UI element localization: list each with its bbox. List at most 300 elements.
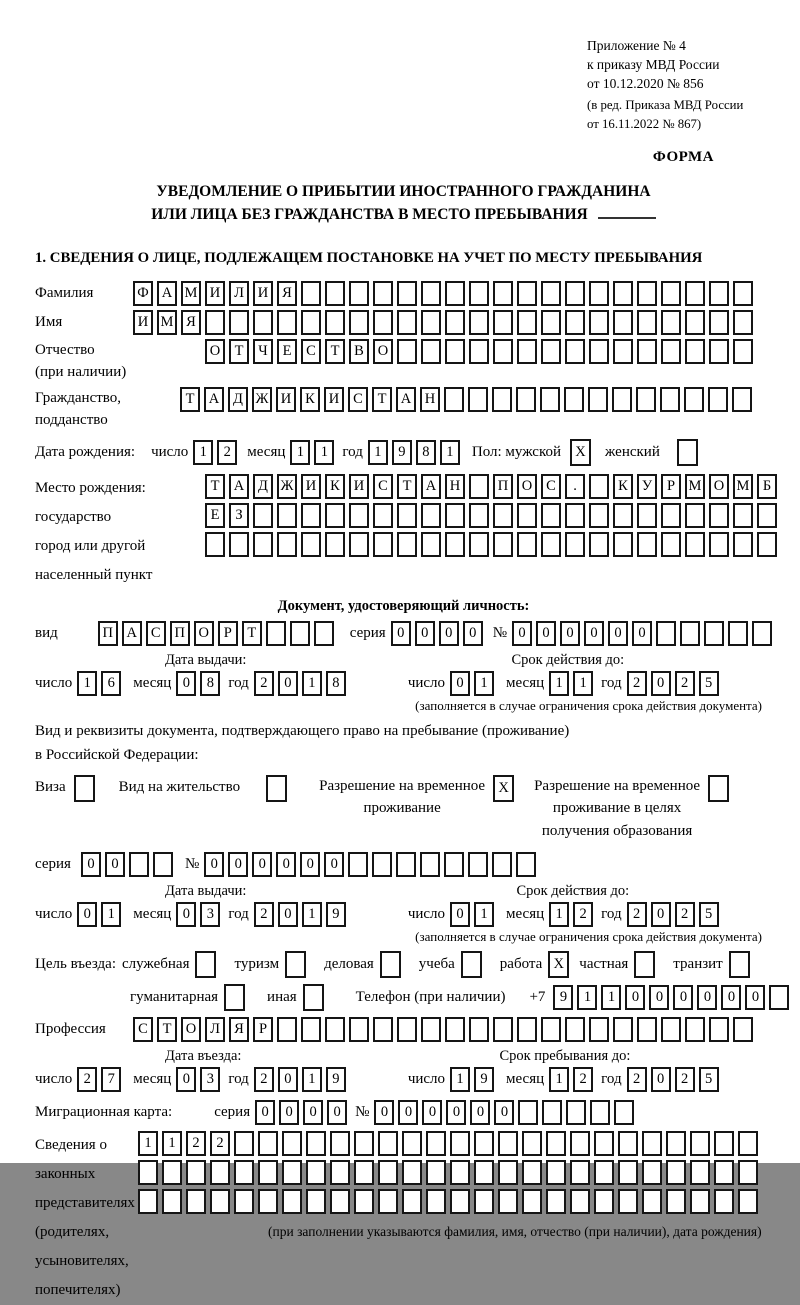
char-cell[interactable]: 2 [186, 1131, 206, 1156]
char-cell[interactable]: 0 [176, 671, 196, 696]
char-cell[interactable] [660, 387, 680, 412]
char-cell[interactable] [349, 281, 369, 306]
char-cell[interactable] [709, 503, 729, 528]
char-cell[interactable] [330, 1131, 350, 1156]
char-cell[interactable] [594, 1131, 614, 1156]
char-cell[interactable] [426, 1160, 446, 1185]
char-cell[interactable]: 0 [697, 985, 717, 1010]
char-cell[interactable]: Н [445, 474, 465, 499]
char-cell[interactable] [613, 532, 633, 557]
char-cell[interactable] [325, 1017, 345, 1042]
char-cell[interactable]: 1 [577, 985, 597, 1010]
char-cell[interactable]: С [146, 621, 166, 646]
char-cell[interactable]: 1 [450, 1067, 470, 1092]
char-cell[interactable]: Т [325, 339, 345, 364]
char-cell[interactable]: 0 [278, 1067, 298, 1092]
char-cell[interactable]: Ж [277, 474, 297, 499]
char-cell[interactable] [282, 1160, 302, 1185]
char-cell[interactable]: Р [253, 1017, 273, 1042]
char-cell[interactable] [354, 1189, 374, 1214]
char-cell[interactable] [450, 1160, 470, 1185]
char-cell[interactable]: 0 [450, 902, 470, 927]
char-cell[interactable]: М [181, 281, 201, 306]
char-cell[interactable] [733, 532, 753, 557]
char-cell[interactable] [565, 281, 585, 306]
char-cell[interactable] [445, 339, 465, 364]
char-cell[interactable]: 0 [651, 902, 671, 927]
char-cell[interactable] [637, 1017, 657, 1042]
char-cell[interactable]: 9 [326, 1067, 346, 1092]
char-cell[interactable] [589, 339, 609, 364]
char-cell[interactable] [325, 281, 345, 306]
char-cell[interactable]: У [637, 474, 657, 499]
char-cell[interactable] [354, 1160, 374, 1185]
char-cell[interactable] [282, 1189, 302, 1214]
char-cell[interactable]: 0 [327, 1100, 347, 1125]
char-cell[interactable] [661, 339, 681, 364]
char-cell[interactable]: 0 [439, 621, 459, 646]
char-cell[interactable] [229, 310, 249, 335]
char-cell[interactable] [709, 310, 729, 335]
char-cell[interactable]: 1 [138, 1131, 158, 1156]
char-cell[interactable] [714, 1131, 734, 1156]
char-cell[interactable]: 3 [200, 1067, 220, 1092]
char-cell[interactable] [738, 1189, 758, 1214]
char-cell[interactable] [349, 532, 369, 557]
char-cell[interactable]: Я [277, 281, 297, 306]
char-cell[interactable]: И [349, 474, 369, 499]
char-cell[interactable]: 2 [627, 902, 647, 927]
char-cell[interactable]: Т [397, 474, 417, 499]
char-cell[interactable] [445, 1017, 465, 1042]
char-cell[interactable] [397, 310, 417, 335]
char-cell[interactable]: 8 [326, 671, 346, 696]
char-cell[interactable] [613, 281, 633, 306]
char-cell[interactable] [589, 310, 609, 335]
char-cell[interactable] [378, 1160, 398, 1185]
char-cell[interactable] [277, 1017, 297, 1042]
char-cell[interactable] [378, 1189, 398, 1214]
char-cell[interactable] [570, 1189, 590, 1214]
char-cell[interactable] [373, 503, 393, 528]
char-cell[interactable] [162, 1189, 182, 1214]
char-cell[interactable] [306, 1189, 326, 1214]
char-cell[interactable] [224, 984, 245, 1011]
char-cell[interactable]: 1 [368, 440, 388, 465]
char-cell[interactable]: 0 [391, 621, 411, 646]
char-cell[interactable] [589, 281, 609, 306]
char-cell[interactable]: 9 [326, 902, 346, 927]
char-cell[interactable]: Л [229, 281, 249, 306]
char-cell[interactable] [349, 503, 369, 528]
char-cell[interactable] [330, 1160, 350, 1185]
char-cell[interactable]: Д [228, 387, 248, 412]
char-cell[interactable] [205, 532, 225, 557]
char-cell[interactable] [469, 503, 489, 528]
char-cell[interactable]: Е [205, 503, 225, 528]
char-cell[interactable]: О [181, 1017, 201, 1042]
char-cell[interactable]: 0 [632, 621, 652, 646]
char-cell[interactable] [306, 1131, 326, 1156]
char-cell[interactable]: А [396, 387, 416, 412]
char-cell[interactable] [205, 310, 225, 335]
char-cell[interactable]: X [570, 439, 591, 466]
char-cell[interactable]: 1 [101, 902, 121, 927]
char-cell[interactable] [714, 1189, 734, 1214]
char-cell[interactable]: 1 [601, 985, 621, 1010]
char-cell[interactable] [426, 1131, 446, 1156]
char-cell[interactable] [138, 1189, 158, 1214]
char-cell[interactable] [445, 310, 465, 335]
char-cell[interactable] [195, 951, 216, 978]
char-cell[interactable] [709, 339, 729, 364]
char-cell[interactable] [540, 387, 560, 412]
char-cell[interactable] [565, 339, 585, 364]
char-cell[interactable]: Н [420, 387, 440, 412]
char-cell[interactable] [517, 503, 537, 528]
char-cell[interactable]: И [253, 281, 273, 306]
char-cell[interactable] [522, 1131, 542, 1156]
char-cell[interactable]: 2 [254, 902, 274, 927]
char-cell[interactable] [74, 775, 95, 802]
char-cell[interactable] [685, 1017, 705, 1042]
char-cell[interactable] [518, 1100, 538, 1125]
char-cell[interactable] [402, 1131, 422, 1156]
char-cell[interactable] [492, 387, 512, 412]
char-cell[interactable]: Т [229, 339, 249, 364]
char-cell[interactable] [589, 474, 609, 499]
char-cell[interactable] [666, 1131, 686, 1156]
char-cell[interactable] [301, 310, 321, 335]
char-cell[interactable]: 8 [416, 440, 436, 465]
char-cell[interactable]: 2 [217, 440, 237, 465]
char-cell[interactable] [733, 281, 753, 306]
char-cell[interactable]: 0 [584, 621, 604, 646]
char-cell[interactable]: 1 [440, 440, 460, 465]
char-cell[interactable] [468, 387, 488, 412]
char-cell[interactable]: 0 [721, 985, 741, 1010]
char-cell[interactable]: 0 [252, 852, 272, 877]
char-cell[interactable]: 0 [324, 852, 344, 877]
char-cell[interactable] [378, 1131, 398, 1156]
char-cell[interactable] [277, 503, 297, 528]
char-cell[interactable]: А [421, 474, 441, 499]
char-cell[interactable]: 1 [193, 440, 213, 465]
char-cell[interactable] [285, 951, 306, 978]
char-cell[interactable]: Т [180, 387, 200, 412]
char-cell[interactable] [234, 1131, 254, 1156]
char-cell[interactable]: 3 [200, 902, 220, 927]
char-cell[interactable]: 0 [649, 985, 669, 1010]
char-cell[interactable]: П [170, 621, 190, 646]
char-cell[interactable]: 0 [276, 852, 296, 877]
char-cell[interactable] [618, 1189, 638, 1214]
char-cell[interactable] [522, 1189, 542, 1214]
char-cell[interactable] [542, 1100, 562, 1125]
char-cell[interactable] [301, 281, 321, 306]
char-cell[interactable]: 2 [573, 902, 593, 927]
char-cell[interactable] [541, 1017, 561, 1042]
char-cell[interactable]: 1 [314, 440, 334, 465]
char-cell[interactable] [402, 1189, 422, 1214]
char-cell[interactable] [714, 1160, 734, 1185]
char-cell[interactable] [153, 852, 173, 877]
char-cell[interactable]: 0 [176, 1067, 196, 1092]
char-cell[interactable] [397, 1017, 417, 1042]
char-cell[interactable]: О [373, 339, 393, 364]
char-cell[interactable]: 0 [560, 621, 580, 646]
char-cell[interactable] [636, 387, 656, 412]
char-cell[interactable] [728, 621, 748, 646]
char-cell[interactable] [234, 1189, 254, 1214]
char-cell[interactable] [666, 1189, 686, 1214]
char-cell[interactable] [517, 339, 537, 364]
char-cell[interactable]: М [685, 474, 705, 499]
char-cell[interactable] [445, 281, 465, 306]
char-cell[interactable] [474, 1160, 494, 1185]
char-cell[interactable] [397, 339, 417, 364]
char-cell[interactable] [258, 1131, 278, 1156]
char-cell[interactable] [589, 503, 609, 528]
char-cell[interactable] [210, 1189, 230, 1214]
char-cell[interactable] [685, 339, 705, 364]
char-cell[interactable]: 0 [279, 1100, 299, 1125]
char-cell[interactable] [373, 310, 393, 335]
char-cell[interactable]: 1 [302, 671, 322, 696]
char-cell[interactable] [469, 281, 489, 306]
char-cell[interactable] [517, 532, 537, 557]
char-cell[interactable] [661, 532, 681, 557]
char-cell[interactable] [685, 503, 705, 528]
char-cell[interactable] [565, 503, 585, 528]
char-cell[interactable] [709, 532, 729, 557]
char-cell[interactable] [266, 621, 286, 646]
char-cell[interactable] [570, 1131, 590, 1156]
char-cell[interactable]: 2 [573, 1067, 593, 1092]
char-cell[interactable]: К [325, 474, 345, 499]
char-cell[interactable] [421, 281, 441, 306]
char-cell[interactable]: 0 [176, 902, 196, 927]
char-cell[interactable] [354, 1131, 374, 1156]
char-cell[interactable]: 1 [549, 902, 569, 927]
char-cell[interactable] [733, 1017, 753, 1042]
char-cell[interactable] [590, 1100, 610, 1125]
char-cell[interactable] [380, 951, 401, 978]
char-cell[interactable]: 0 [81, 852, 101, 877]
char-cell[interactable] [613, 503, 633, 528]
char-cell[interactable] [266, 775, 287, 802]
char-cell[interactable]: 0 [415, 621, 435, 646]
char-cell[interactable] [253, 310, 273, 335]
char-cell[interactable] [498, 1189, 518, 1214]
char-cell[interactable] [690, 1131, 710, 1156]
char-cell[interactable] [738, 1160, 758, 1185]
char-cell[interactable]: К [300, 387, 320, 412]
char-cell[interactable] [349, 1017, 369, 1042]
char-cell[interactable] [666, 1160, 686, 1185]
char-cell[interactable]: X [493, 775, 514, 802]
char-cell[interactable]: 0 [303, 1100, 323, 1125]
char-cell[interactable]: Е [277, 339, 297, 364]
char-cell[interactable] [709, 1017, 729, 1042]
char-cell[interactable] [469, 532, 489, 557]
char-cell[interactable] [564, 387, 584, 412]
char-cell[interactable] [421, 503, 441, 528]
char-cell[interactable] [733, 310, 753, 335]
char-cell[interactable]: 9 [392, 440, 412, 465]
char-cell[interactable] [492, 852, 512, 877]
char-cell[interactable] [757, 503, 777, 528]
char-cell[interactable] [397, 503, 417, 528]
char-cell[interactable] [493, 1017, 513, 1042]
char-cell[interactable] [282, 1131, 302, 1156]
char-cell[interactable] [303, 984, 324, 1011]
char-cell[interactable]: 0 [463, 621, 483, 646]
char-cell[interactable]: С [348, 387, 368, 412]
char-cell[interactable]: К [613, 474, 633, 499]
char-cell[interactable] [570, 1160, 590, 1185]
char-cell[interactable] [258, 1189, 278, 1214]
char-cell[interactable]: М [733, 474, 753, 499]
char-cell[interactable]: 1 [549, 671, 569, 696]
char-cell[interactable] [708, 775, 729, 802]
char-cell[interactable] [757, 532, 777, 557]
char-cell[interactable] [397, 281, 417, 306]
char-cell[interactable]: 0 [204, 852, 224, 877]
char-cell[interactable] [469, 339, 489, 364]
char-cell[interactable]: 0 [625, 985, 645, 1010]
char-cell[interactable] [373, 281, 393, 306]
char-cell[interactable] [253, 532, 273, 557]
char-cell[interactable] [541, 503, 561, 528]
char-cell[interactable] [373, 1017, 393, 1042]
char-cell[interactable] [325, 310, 345, 335]
char-cell[interactable] [421, 1017, 441, 1042]
char-cell[interactable] [589, 1017, 609, 1042]
char-cell[interactable]: Я [229, 1017, 249, 1042]
char-cell[interactable]: 0 [278, 671, 298, 696]
char-cell[interactable] [541, 281, 561, 306]
char-cell[interactable] [450, 1189, 470, 1214]
char-cell[interactable] [613, 339, 633, 364]
char-cell[interactable] [129, 852, 149, 877]
char-cell[interactable] [493, 281, 513, 306]
char-cell[interactable]: 9 [474, 1067, 494, 1092]
char-cell[interactable] [138, 1160, 158, 1185]
char-cell[interactable] [402, 1160, 422, 1185]
char-cell[interactable]: 0 [651, 671, 671, 696]
char-cell[interactable]: 0 [422, 1100, 442, 1125]
char-cell[interactable] [690, 1160, 710, 1185]
char-cell[interactable] [498, 1131, 518, 1156]
char-cell[interactable]: 0 [398, 1100, 418, 1125]
char-cell[interactable] [325, 503, 345, 528]
char-cell[interactable] [637, 310, 657, 335]
char-cell[interactable] [186, 1160, 206, 1185]
char-cell[interactable]: 1 [77, 671, 97, 696]
char-cell[interactable]: О [194, 621, 214, 646]
char-cell[interactable] [301, 1017, 321, 1042]
char-cell[interactable] [469, 1017, 489, 1042]
char-cell[interactable] [546, 1189, 566, 1214]
char-cell[interactable] [444, 852, 464, 877]
char-cell[interactable] [685, 281, 705, 306]
char-cell[interactable] [421, 532, 441, 557]
char-cell[interactable]: О [205, 339, 225, 364]
char-cell[interactable]: Д [253, 474, 273, 499]
char-cell[interactable] [517, 1017, 537, 1042]
char-cell[interactable]: 2 [254, 671, 274, 696]
char-cell[interactable] [373, 532, 393, 557]
char-cell[interactable] [733, 339, 753, 364]
char-cell[interactable]: 0 [494, 1100, 514, 1125]
char-cell[interactable] [661, 1017, 681, 1042]
char-cell[interactable]: 8 [200, 671, 220, 696]
char-cell[interactable]: Т [242, 621, 262, 646]
char-cell[interactable] [306, 1160, 326, 1185]
char-cell[interactable]: Л [205, 1017, 225, 1042]
char-cell[interactable] [613, 1017, 633, 1042]
char-cell[interactable] [162, 1160, 182, 1185]
char-cell[interactable] [708, 387, 728, 412]
char-cell[interactable]: 5 [699, 671, 719, 696]
char-cell[interactable] [565, 1017, 585, 1042]
char-cell[interactable] [493, 532, 513, 557]
char-cell[interactable] [618, 1131, 638, 1156]
char-cell[interactable] [277, 310, 297, 335]
char-cell[interactable] [565, 532, 585, 557]
char-cell[interactable] [656, 621, 676, 646]
char-cell[interactable]: И [205, 281, 225, 306]
char-cell[interactable]: 1 [290, 440, 310, 465]
char-cell[interactable] [421, 310, 441, 335]
char-cell[interactable] [614, 1100, 634, 1125]
char-cell[interactable] [769, 985, 789, 1010]
char-cell[interactable] [594, 1189, 614, 1214]
char-cell[interactable] [634, 951, 655, 978]
char-cell[interactable] [642, 1131, 662, 1156]
char-cell[interactable]: М [157, 310, 177, 335]
char-cell[interactable]: 2 [254, 1067, 274, 1092]
char-cell[interactable] [541, 532, 561, 557]
char-cell[interactable]: 1 [302, 902, 322, 927]
char-cell[interactable]: А [204, 387, 224, 412]
char-cell[interactable] [566, 1100, 586, 1125]
char-cell[interactable] [229, 532, 249, 557]
char-cell[interactable] [445, 532, 465, 557]
char-cell[interactable]: А [157, 281, 177, 306]
char-cell[interactable] [461, 951, 482, 978]
char-cell[interactable] [680, 621, 700, 646]
char-cell[interactable] [325, 532, 345, 557]
char-cell[interactable] [445, 503, 465, 528]
char-cell[interactable] [493, 310, 513, 335]
char-cell[interactable] [733, 503, 753, 528]
char-cell[interactable]: О [709, 474, 729, 499]
char-cell[interactable]: 0 [255, 1100, 275, 1125]
char-cell[interactable] [589, 532, 609, 557]
char-cell[interactable] [498, 1160, 518, 1185]
char-cell[interactable]: 2 [675, 902, 695, 927]
char-cell[interactable] [752, 621, 772, 646]
char-cell[interactable] [637, 503, 657, 528]
char-cell[interactable] [493, 503, 513, 528]
char-cell[interactable] [612, 387, 632, 412]
char-cell[interactable]: С [133, 1017, 153, 1042]
char-cell[interactable] [277, 532, 297, 557]
char-cell[interactable] [444, 387, 464, 412]
char-cell[interactable]: 1 [302, 1067, 322, 1092]
